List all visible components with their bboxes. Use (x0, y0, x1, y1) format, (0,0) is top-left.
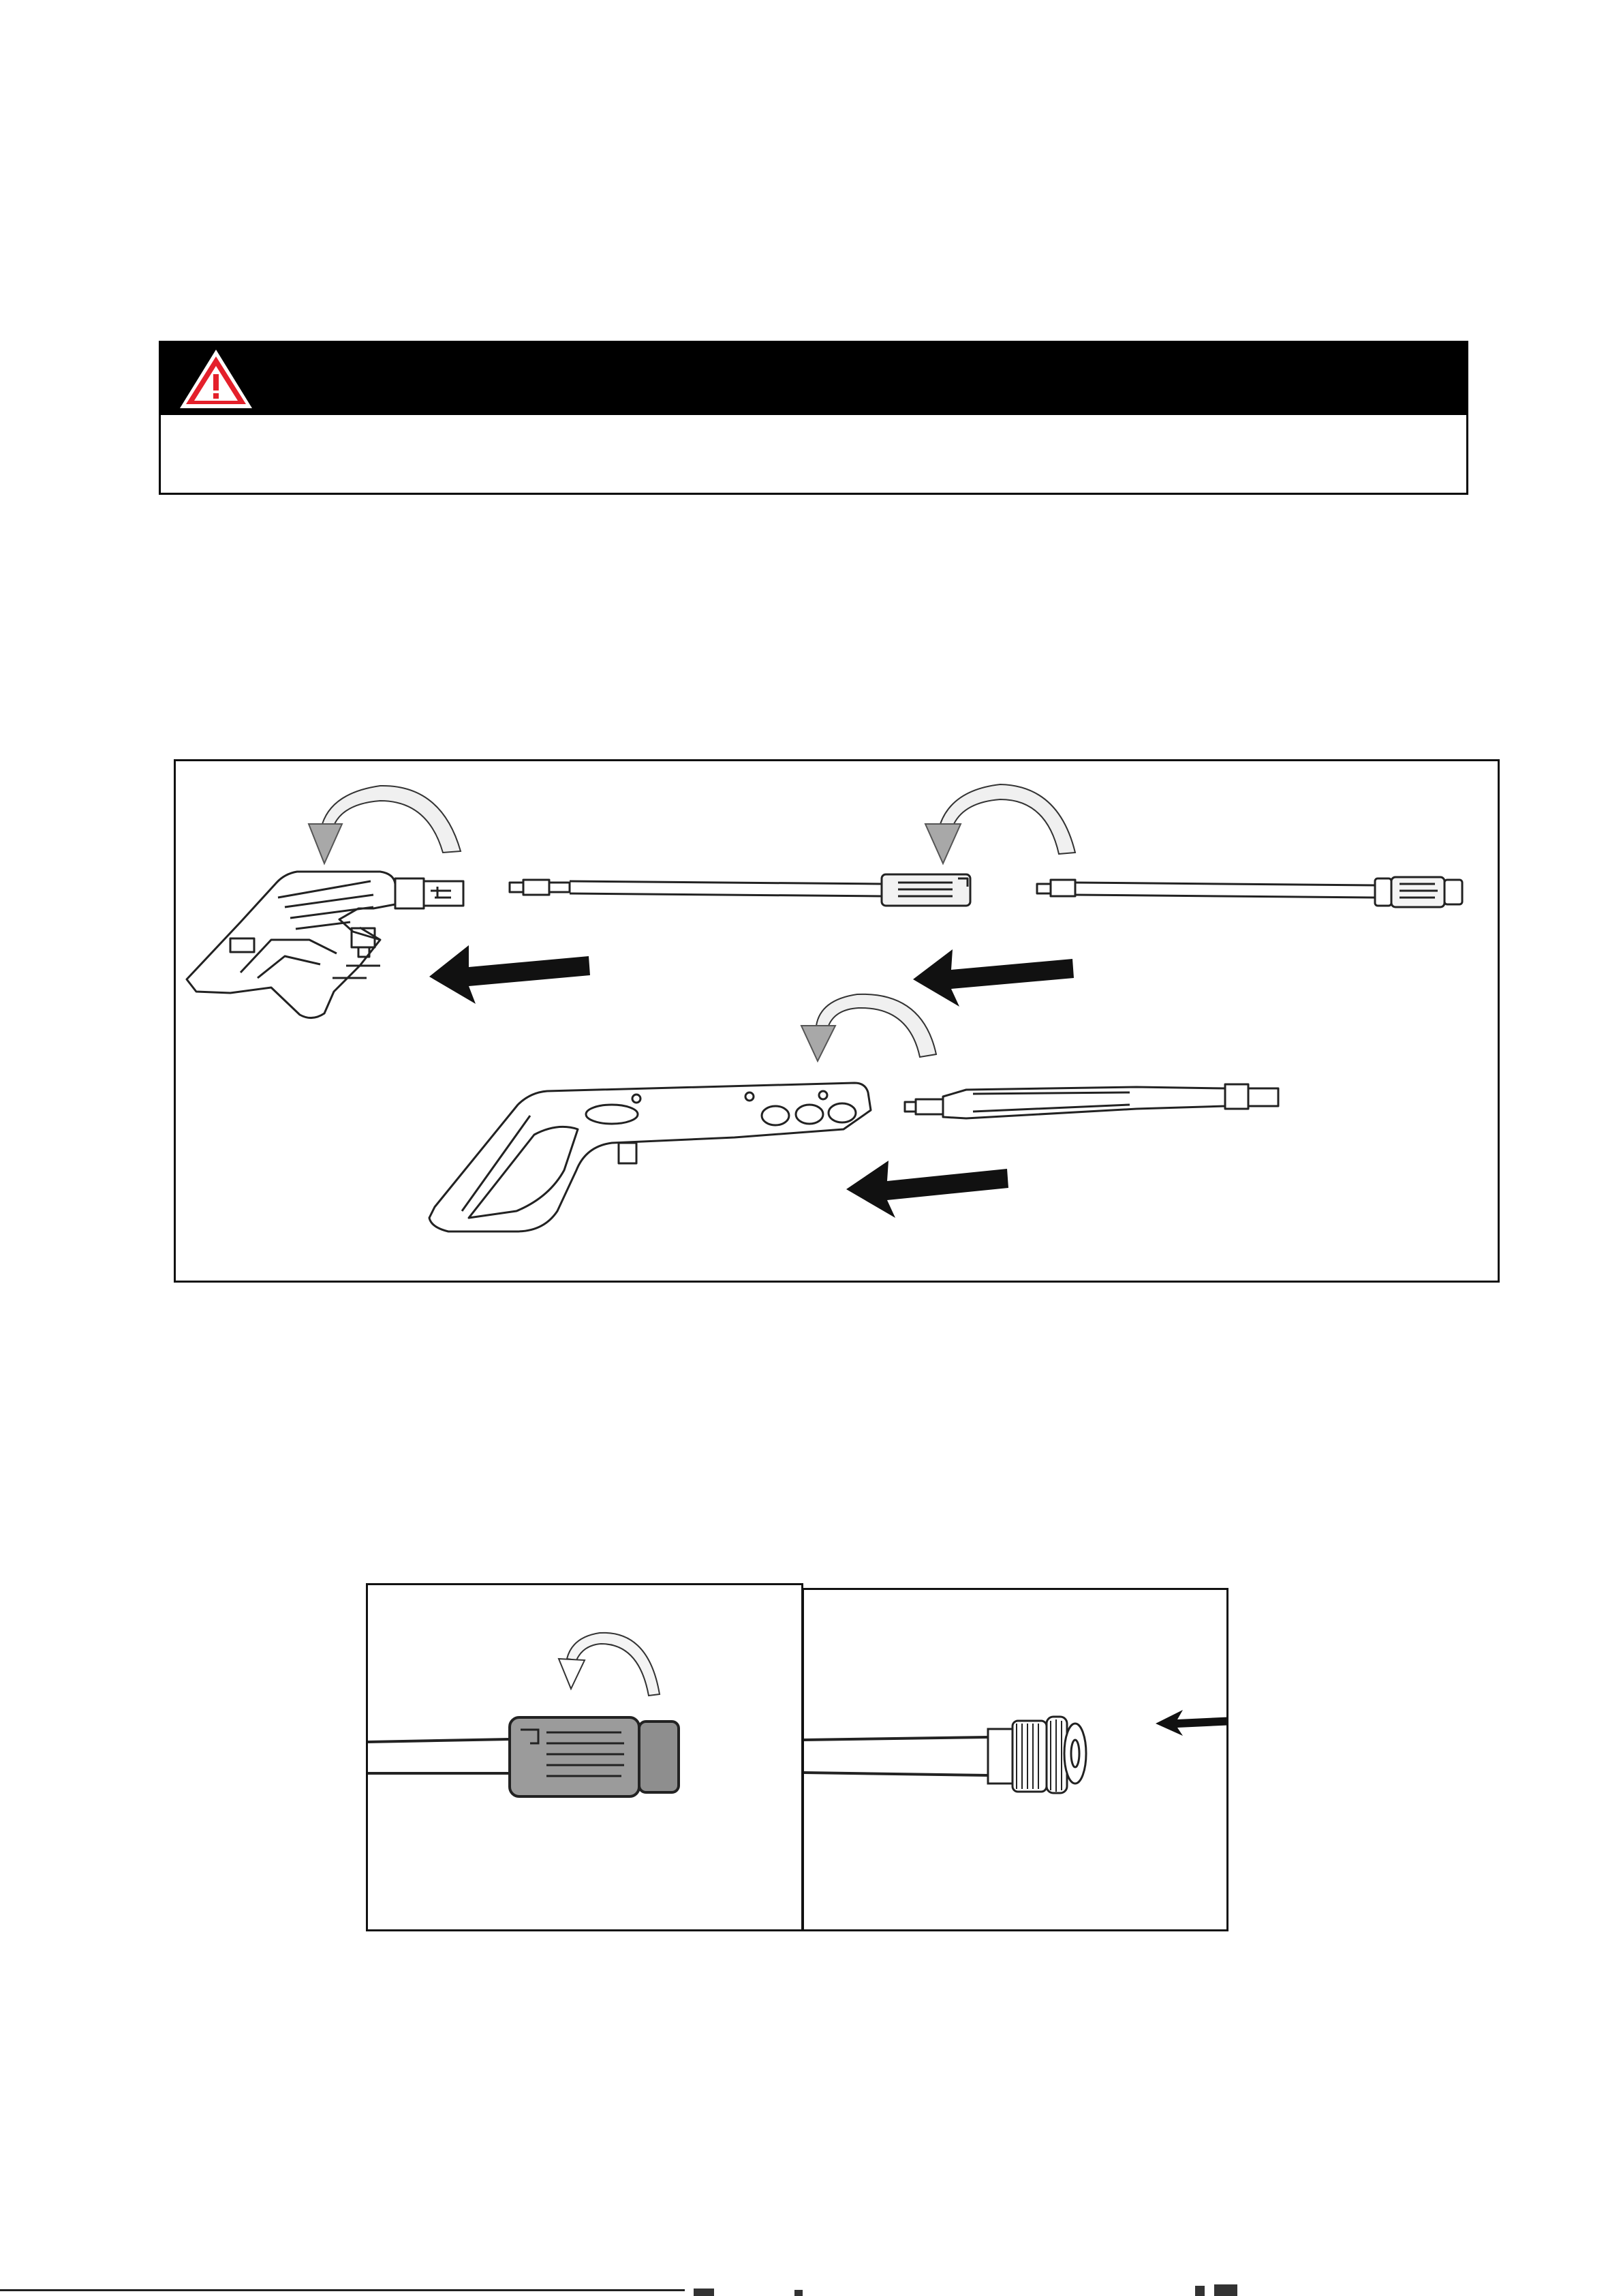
rotate-arrow-icon (925, 784, 1075, 863)
footer-fragment (688, 2283, 1274, 2296)
warning-box (159, 341, 1468, 495)
push-arrow-icon (913, 949, 1074, 1007)
footer-rule (0, 2289, 685, 2291)
nozzle-rotate-drawing (368, 1585, 801, 1929)
lance-icon (1037, 877, 1462, 907)
warning-header-bar (161, 343, 1466, 415)
rotate-arrow-icon (309, 786, 461, 863)
rotate-arrow-icon (559, 1633, 660, 1696)
push-arrow-icon (429, 945, 590, 1004)
figure-gun-lance-assembly (174, 759, 1500, 1283)
quick-connector-drawing (804, 1590, 1226, 1929)
spray-gun-icon (429, 1083, 871, 1231)
assembly-drawing (176, 761, 1498, 1281)
rotate-arrow-icon (801, 994, 936, 1061)
push-arrow-icon (846, 1161, 1008, 1218)
figure-quick-connector (802, 1588, 1228, 1931)
warning-triangle-icon (176, 346, 256, 412)
push-arrow-icon (1156, 1710, 1226, 1736)
spray-gun-icon (187, 872, 463, 1018)
figure-nozzle-rotate (366, 1583, 803, 1931)
lance-icon (510, 874, 970, 906)
nozzle-lance-icon (905, 1084, 1278, 1118)
